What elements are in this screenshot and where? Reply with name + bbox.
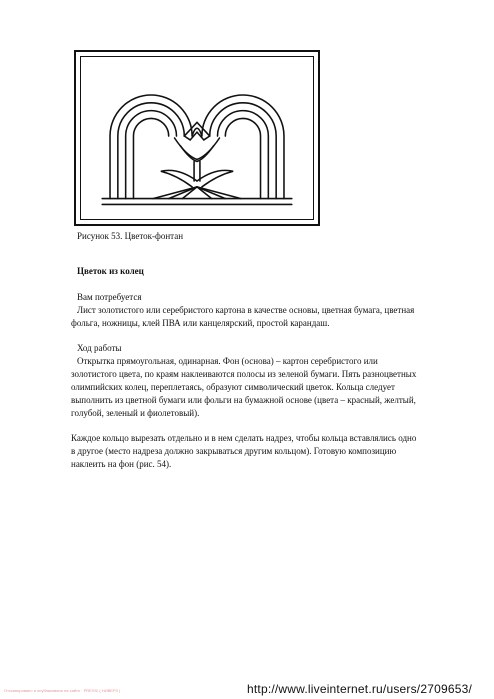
flower-fountain-drawing xyxy=(76,52,318,224)
figure-frame xyxy=(74,50,320,226)
work-text: Открытка прямоугольная, одинарная. Фон (основа) – картон серебристого или золотистого цвета, по краям наклеиваются полосы из зеленой бумаги. Пять разноцветных олимпийских колец, переплетаясь, образуют символический цветок. Кольца следует выполнить из цветной бумаги или фольги на бумажной основе (цвета – красный, желтый, голубой, зеленый и фиолетовый). xyxy=(71,356,417,418)
scan-watermark: Отсканировано и опубликовано на сайте · PRESS\ ( НИВЕРЗ ) xyxy=(4,688,121,693)
section-heading: Цветок из колец xyxy=(77,266,144,276)
work-title: Ход работы xyxy=(77,343,122,353)
source-url: http://www.liveinternet.ru/users/2709653/ xyxy=(247,682,472,696)
final-text: Каждое кольцо вырезать отдельно и в нем сделать надрез, чтобы кольца вставлялись одно в другое (место надреза должно закрываться другим кольцом). Готовую композицию наклеить на фон (рис. 54). xyxy=(71,433,417,469)
needs-text: Лист золотистого или серебристого картона в качестве основы, цветная бумага, цветная фольга, ножницы, клей ПВА или канцелярский, простой карандаш. xyxy=(71,305,415,328)
figure-caption: Рисунок 53. Цветок-фонтан xyxy=(77,231,184,241)
needs-title: Вам потребуется xyxy=(77,292,142,302)
